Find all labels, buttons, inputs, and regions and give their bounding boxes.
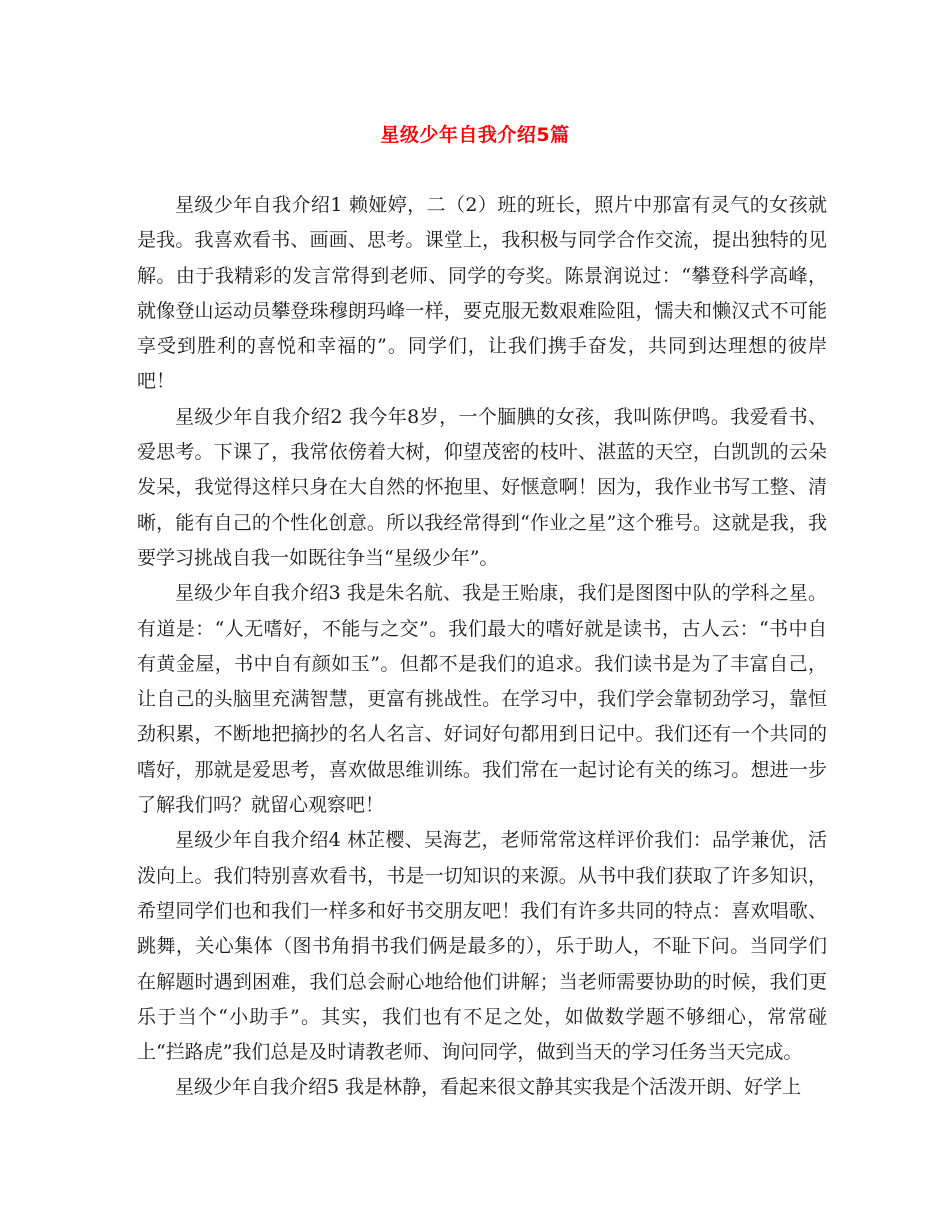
document-title: 星级少年自我介绍5篇 [380, 124, 570, 146]
paragraph-intro-4: 星级少年自我介绍4 林芷樱、吴海艺，老师常常这样评价我们：品学兼优，活泼向上。我们特别喜欢看书，书是一切知识的来源。从书中我们获取了许多知识，希望同学们也和我们一样多和好书交朋友吧！我们有许多共同的特点：喜欢唱歌、跳舞，关心集体（图书角捐书我们俩是最多的），乐于助人，不耻下问。当同学们在解题时遇到困难，我们总会耐心地给他们讲解；当老师需要协助的时候，我们更乐于当个“小助手”。其实，我们也有不足之处，如做数学题不够细心，常常碰上“拦路虎”我们总是及时请教老师、询问同学，做到当天的学习任务当天完成。 [137, 829, 827, 1064]
paragraph-intro-5: 星级少年自我介绍5 我是林静，看起来很文静其实我是个活泼开朗、好学上 [175, 1076, 802, 1099]
paragraph-intro-2: 星级少年自我介绍2 我今年8岁，一个腼腆的女孩，我叫陈伊鸣。我爱看书、爱思考。下课了，我常依傍着大树，仰望茂密的枝叶、湛蓝的天空，白凯凯的云朵发呆，我觉得这样只身在大自然的怀抱里、好惬意啊！因为，我作业书写工整、清晰，能有自己的个性化创意。所以我经常得到“作业之星”这个雅号。这就是我，我要学习挑战自我一如既往争当“星级少年”。 [137, 405, 827, 569]
document-body [137, 188, 827, 1106]
paragraph-intro-1: 星级少年自我介绍1 赖娅婷，二（2）班的班长，照片中那富有灵气的女孩就是我。我喜欢看书、画画、思考。课堂上，我积极与同学合作交流，提出独特的见解。由于我精彩的发言常得到老师、同学的夸奖。陈景润说过：“攀登科学高峰，就像登山运动员攀登珠穆朗玛峰一样，要克服无数艰难险阻，懦夫和懒汉式不可能享受到胜利的喜悦和幸福的”。同学们，让我们携手奋发，共同到达理想的彼岸吧！ [137, 194, 827, 393]
paragraph-intro-3: 星级少年自我介绍3 我是朱名航、我是王贻康，我们是图图中队的学科之星。有道是：“人无嗜好，不能与之交”。我们最大的嗜好就是读书，古人云：“书中自有黄金屋，书中自有颜如玉”。但都不是我们的追求。我们读书是为了丰富自己，让自己的头脑里充满智慧，更富有挑战性。在学习中，我们学会靠韧劲学习，靠恒劲积累，不断地把摘抄的名人名言、好词好句都用到日记中。我们还有一个共同的嗜好，那就是爱思考，喜欢做思维训练。我们常在一起讨论有关的练习。想进一步了解我们吗？就留心观察吧！ [137, 582, 827, 817]
